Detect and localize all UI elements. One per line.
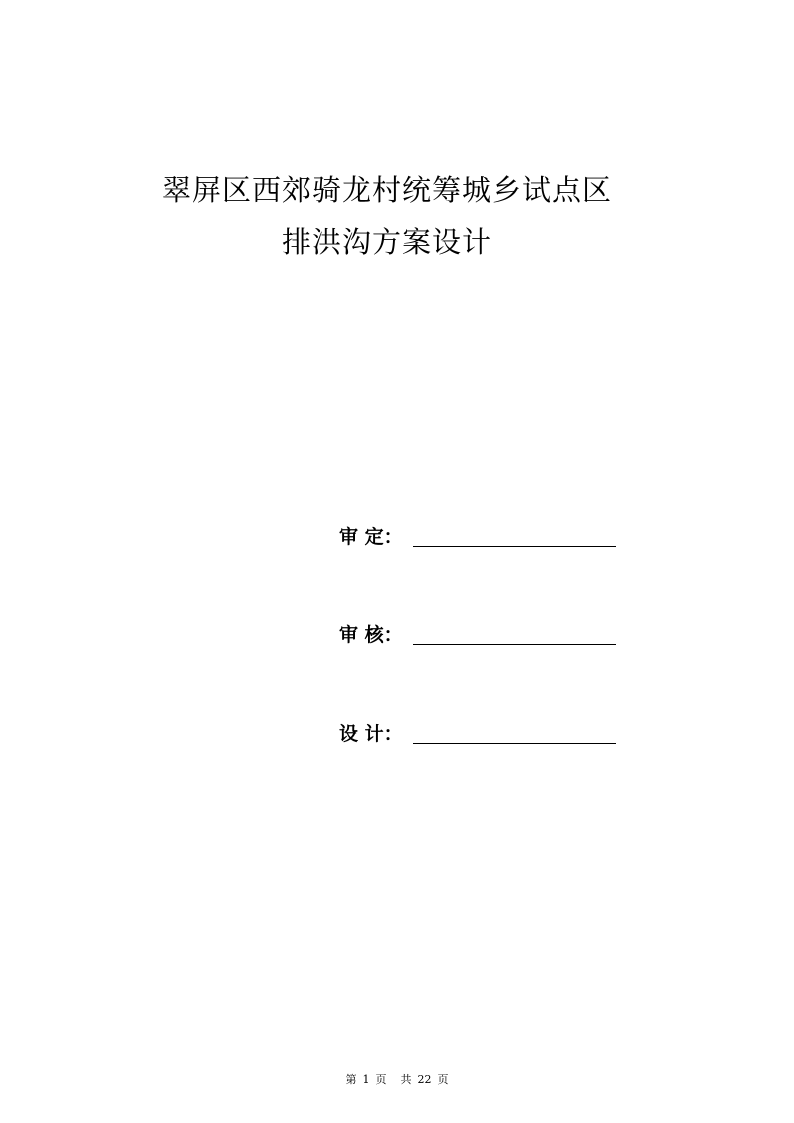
page-footer <box>0 1072 794 1088</box>
document-title-line-2: 排洪沟方案设计 <box>281 225 492 259</box>
design-label: 设 计： <box>339 723 403 745</box>
footer-page-suffix: 页 <box>375 1073 387 1086</box>
review-signature-row <box>339 620 619 650</box>
design-signature-row <box>339 719 619 749</box>
footer-page-number: 1 <box>362 1073 370 1086</box>
review-label: 审 核： <box>339 624 403 646</box>
footer-total-prefix: 共 <box>400 1073 412 1086</box>
review-signature-line <box>413 644 616 645</box>
footer-page-prefix: 第 <box>345 1073 357 1086</box>
footer-total-pages: 22 <box>417 1073 432 1086</box>
document-title-line-1: 翠屏区西郊骑龙村统筹城乡试点区 <box>161 173 612 207</box>
design-signature-line <box>413 743 616 744</box>
approve-label: 审 定： <box>339 526 403 548</box>
approve-signature-line <box>413 546 616 547</box>
approve-signature-row <box>339 522 619 552</box>
footer-total-suffix: 页 <box>437 1073 449 1086</box>
